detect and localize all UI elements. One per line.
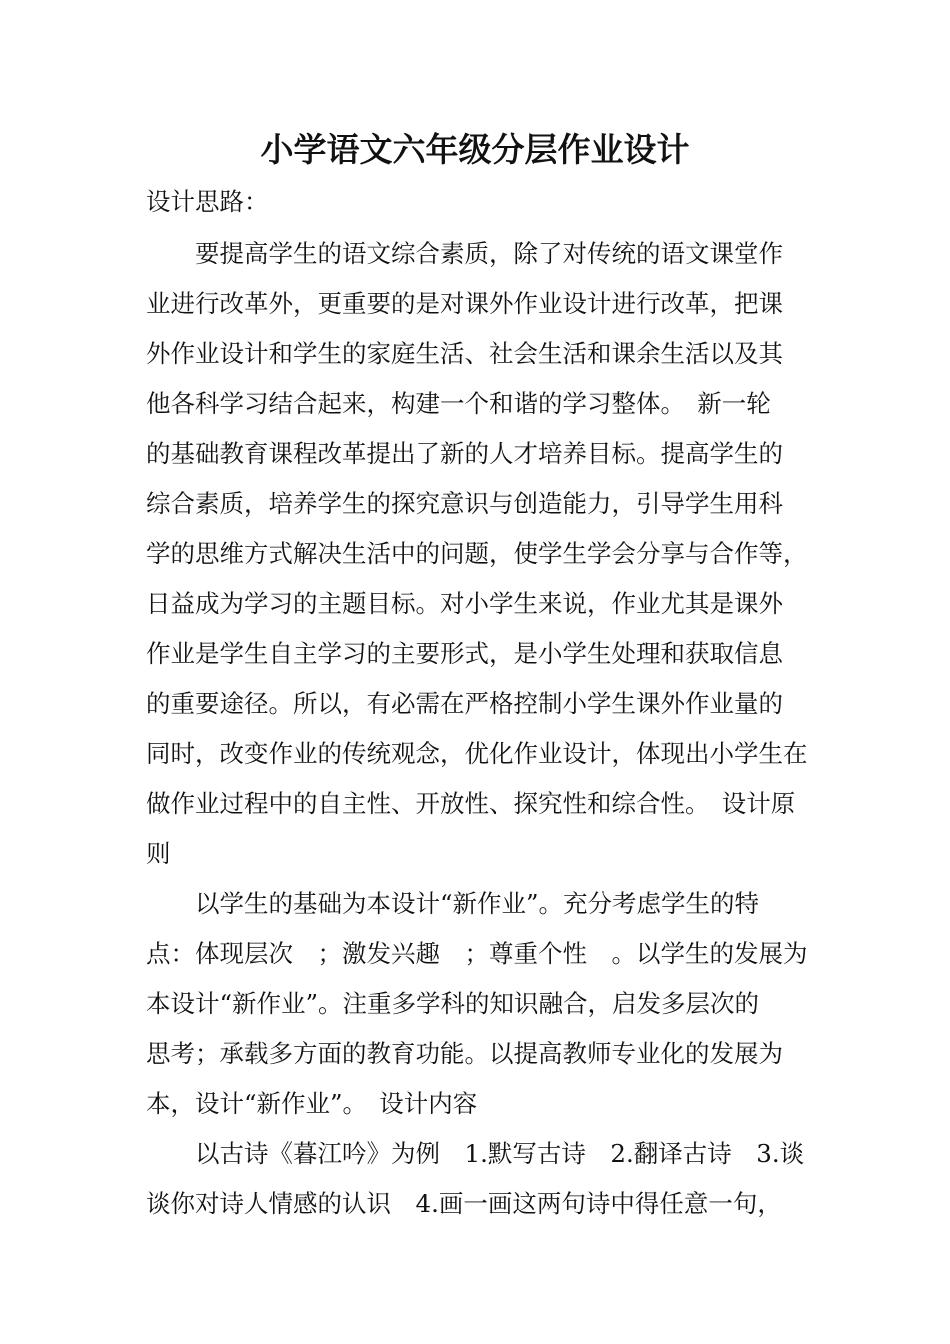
body-line: 要提高学生的语文综合素质，除了对传统的语文课堂作: [146, 239, 783, 268]
body-line: 综合素质，培养学生的探究意识与创造能力，引导学生用科: [146, 489, 783, 518]
body-line: 谈你对诗人情感的认识 4.画一画这两句诗中得任意一句，: [146, 1189, 782, 1218]
body-line: 则: [146, 839, 171, 868]
body-line: 日益成为学习的主题目标。对小学生来说，作业尤其是课外: [146, 589, 783, 618]
body-line: 的重要途径。所以，有必需在严格控制小学生课外作业量的: [146, 689, 783, 718]
body-line: 同时，改变作业的传统观念，优化作业设计，体现出小学生在: [146, 739, 808, 768]
body-line: 以学生的基础为本设计“新作业”。充分考虑学生的特: [146, 889, 760, 918]
document-body: [146, 177, 816, 227]
body-line: 作业是学生自主学习的主要形式，是小学生处理和获取信息: [146, 639, 783, 668]
document-title: 小学语文六年级分层作业设计: [260, 130, 690, 169]
body-line: 本设计“新作业”。注重多学科的知识融合，启发多层次的: [146, 989, 760, 1018]
body-line: 设计思路：: [146, 187, 269, 216]
body-line: 点：体现层次 ；激发兴趣 ；尊重个性 。以学生的发展为: [146, 939, 808, 968]
body-line: 学的思维方式解决生活中的问题，使学生学会分享与合作等，: [146, 539, 808, 568]
body-line: 外作业设计和学生的家庭生活、社会生活和课余生活以及其: [146, 339, 783, 368]
body-line: 本，设计“新作业”。 设计内容: [146, 1089, 478, 1118]
body-line: 他各科学习结合起来，构建一个和谐的学习整体。 新一轮: [146, 389, 771, 418]
body-line: 的基础教育课程改革提出了新的人才培养目标。提高学生的: [146, 439, 783, 468]
body-line: 思考；承载多方面的教育功能。以提高教师专业化的发展为: [146, 1039, 783, 1068]
document-paragraphs: [146, 229, 816, 1229]
body-line: 做作业过程中的自主性、开放性、探究性和综合性。 设计原: [146, 789, 796, 818]
body-line: 以古诗《暮江吟》为例 1.默写古诗 2.翻译古诗 3.谈: [146, 1139, 805, 1168]
body-line: 业进行改革外，更重要的是对课外作业设计进行改革，把课: [146, 289, 783, 318]
